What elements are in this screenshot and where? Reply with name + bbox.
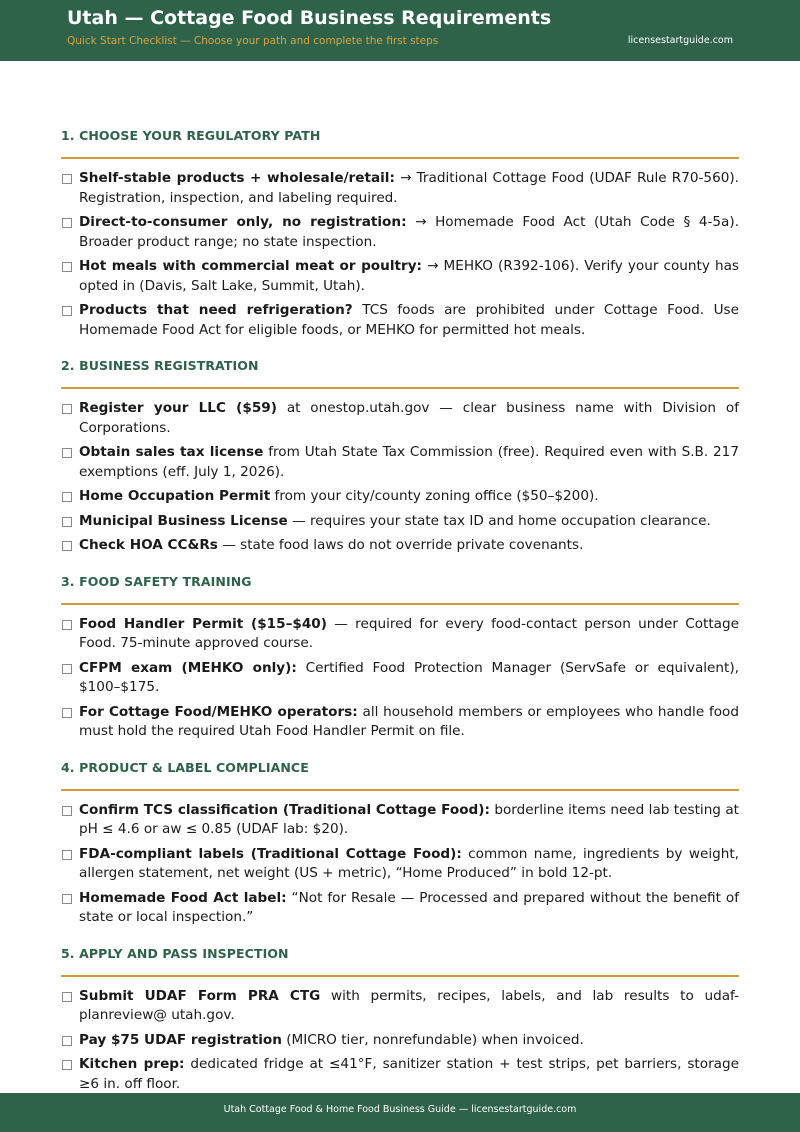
- section-title: 5. APPLY AND PASS INSPECTION: [61, 945, 739, 977]
- checkbox[interactable]: [62, 1060, 72, 1070]
- section-business-registration: [61, 357, 739, 556]
- item-heading: Municipal Business License: [79, 512, 288, 529]
- item-text: TCS foods are prohibited under Cottage Food. Use Homemade Food Act for eligible foods, or MEHKO for permitted hot meals.: [79, 302, 739, 338]
- item-heading: Home Occupation Permit: [79, 488, 271, 504]
- item-text: from Utah State Tax Commission (free). Required even with S.B. 217 exemptions (eff. July 1, 2026).: [79, 444, 739, 480]
- checklist-item: [61, 889, 739, 928]
- checklist-item: [61, 536, 739, 556]
- checklist-item: [61, 257, 739, 296]
- page-footer: [0, 1093, 800, 1132]
- checkbox[interactable]: [62, 664, 72, 674]
- item-heading: Pay $75 UDAF registration: [79, 1031, 282, 1048]
- page-title: Utah — Cottage Food Business Requirements: [67, 7, 552, 29]
- section-regulatory-path: [61, 127, 739, 340]
- item-text: → Traditional Cottage Food (UDAF Rule R70-560). Registration, inspection, and labeling required.: [79, 170, 739, 206]
- checklist-item: [61, 659, 739, 698]
- checkbox[interactable]: [62, 708, 72, 718]
- checklist-item: [61, 1055, 739, 1094]
- item-text: — requires your state tax ID and home occupation clearance.: [292, 512, 711, 529]
- section-title: 3. FOOD SAFETY TRAINING: [61, 573, 739, 605]
- section-title: 2. BUSINESS REGISTRATION: [61, 357, 739, 389]
- checklist-item: [61, 301, 739, 340]
- checkbox[interactable]: [62, 1036, 72, 1046]
- item-heading: Homemade Food Act label:: [79, 889, 287, 906]
- item-heading: FDA-compliant labels (Traditional Cottage Food):: [79, 845, 462, 862]
- item-text: → MEHKO (R392-106). Verify your county has opted in (Davis, Salt Lake, Summit, Utah).: [79, 258, 740, 294]
- item-text: with permits, recipes, labels, and lab results to udaf-planreview@ utah.gov.: [79, 987, 739, 1023]
- checkbox[interactable]: [62, 541, 72, 551]
- checklist-item: [61, 487, 739, 507]
- item-text: dedicated fridge at ≤41°F, sanitizer station + test strips, pet barriers, storage ≥6 in. off floor.: [79, 1056, 739, 1092]
- item-heading: Direct-to-consumer only, no registration:: [79, 214, 407, 230]
- item-text: — required for every food-contact person under Cottage Food. 75-minute approved course.: [79, 615, 739, 651]
- checklist-item: [61, 1031, 739, 1051]
- section-apply-inspection: [61, 945, 739, 1095]
- item-heading: Register your LLC ($59): [79, 400, 277, 416]
- item-heading: Check HOA CC&Rs: [79, 537, 218, 553]
- item-heading: Shelf-stable products + wholesale/retail:: [79, 170, 395, 186]
- item-heading: Food Handler Permit ($15–$40): [79, 615, 327, 632]
- checklist: [61, 801, 739, 928]
- item-text: — state food laws do not override private covenants.: [222, 537, 584, 553]
- checkbox[interactable]: [62, 992, 72, 1002]
- item-heading: For Cottage Food/MEHKO operators:: [79, 703, 358, 720]
- item-heading: Submit UDAF Form PRA CTG: [79, 987, 321, 1004]
- checklist-item: [61, 845, 739, 884]
- item-text: → Homemade Food Act (Utah Code § 4-5a). Broader product range; no state inspection.: [79, 214, 740, 250]
- checkbox[interactable]: [62, 306, 72, 316]
- item-text: Certified Food Protection Manager (ServSafe or equivalent), $100–$175.: [79, 659, 739, 695]
- item-text: from your city/county zoning office ($50–$200).: [274, 488, 599, 504]
- checklist-item: [61, 399, 739, 438]
- item-text: at onestop.utah.gov — clear business name with Division of Corporations.: [79, 400, 739, 436]
- checkbox[interactable]: [62, 806, 72, 816]
- header-site-link[interactable]: licensestartguide.com: [627, 35, 733, 46]
- checklist-item: [61, 512, 739, 532]
- item-text: borderline items need lab testing at pH ≤ 4.6 or aw ≤ 0.85 (UDAF lab: $20).: [79, 801, 739, 837]
- checkbox[interactable]: [62, 492, 72, 502]
- checklist-item: [61, 801, 739, 840]
- item-heading: Hot meals with commercial meat or poultry:: [79, 258, 422, 274]
- checklist-item: [61, 213, 739, 252]
- section-food-safety-training: [61, 573, 739, 742]
- item-heading: Products that need refrigeration?: [79, 302, 353, 318]
- item-heading: Confirm TCS classification (Traditional Cottage Food):: [79, 801, 490, 818]
- checklist-item: [61, 443, 739, 482]
- item-text: “Not for Resale — Processed and prepared without the benefit of state or local inspection.”: [79, 889, 740, 925]
- section-label-compliance: [61, 759, 739, 928]
- checkbox[interactable]: [62, 218, 72, 228]
- page-header: [0, 0, 800, 61]
- checkbox[interactable]: [62, 517, 72, 527]
- checklist-item: [61, 169, 739, 208]
- item-text: all household members or employees who handle food must hold the required Utah Food Handler Permit on file.: [79, 703, 739, 739]
- checklist: [61, 615, 739, 742]
- checklist: [61, 987, 739, 1095]
- checkbox[interactable]: [62, 174, 72, 184]
- section-title: 4. PRODUCT & LABEL COMPLIANCE: [61, 759, 739, 791]
- checkbox[interactable]: [62, 620, 72, 630]
- checklist: [61, 399, 739, 556]
- item-heading: Obtain sales tax license: [79, 444, 264, 460]
- checklist: [61, 169, 739, 340]
- item-text: common name, ingredients by weight, allergen statement, net weight (US + metric), “Home Produced” in bold 12-pt.: [79, 845, 739, 881]
- checkbox[interactable]: [62, 894, 72, 904]
- item-heading: Kitchen prep:: [79, 1056, 185, 1072]
- checkbox[interactable]: [62, 448, 72, 458]
- item-text: (MICRO tier, nonrefundable) when invoiced.: [286, 1031, 584, 1048]
- page-subtitle: Quick Start Checklist — Choose your path and complete the first steps: [67, 35, 439, 47]
- checklist-item: [61, 987, 739, 1026]
- checklist-content: [61, 127, 739, 1111]
- checklist-item: [61, 703, 739, 742]
- checkbox[interactable]: [62, 262, 72, 272]
- footer-text: Utah Cottage Food & Home Food Business Guide — licensestartguide.com: [223, 1104, 577, 1115]
- checklist-item: [61, 615, 739, 654]
- section-title: 1. CHOOSE YOUR REGULATORY PATH: [61, 127, 739, 159]
- checkbox[interactable]: [62, 404, 72, 414]
- checkbox[interactable]: [62, 850, 72, 860]
- item-heading: CFPM exam (MEHKO only):: [79, 659, 297, 676]
